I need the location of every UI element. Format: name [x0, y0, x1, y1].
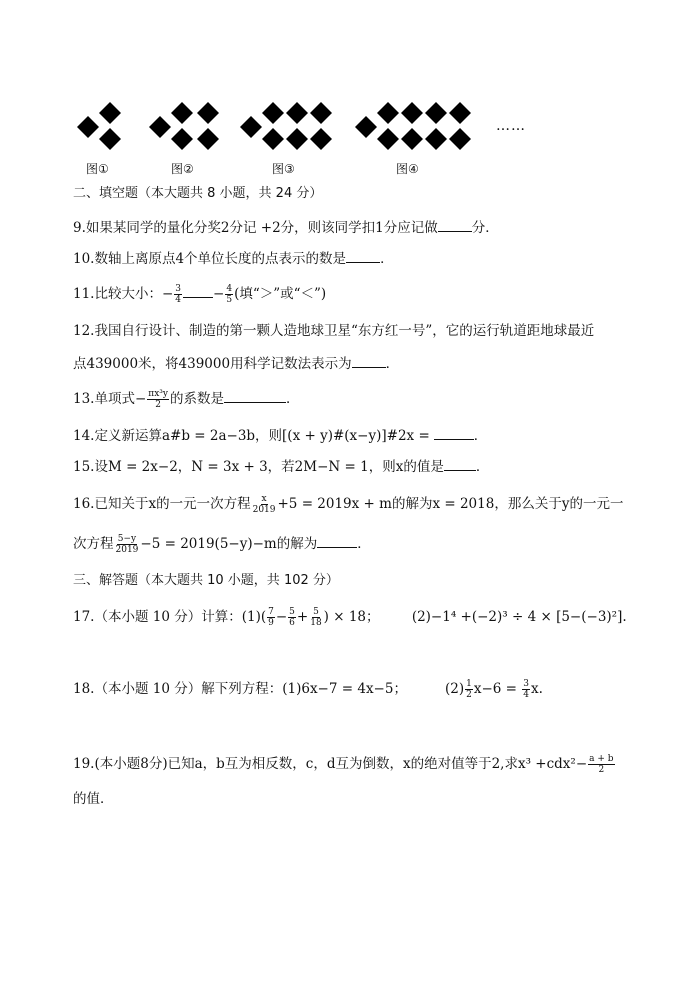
- figure-caption-2: 图②: [171, 162, 194, 176]
- question-13: 13.单项式− $\frac{\text{πx³y}}{2}$ 的系数是 ．: [73, 389, 300, 410]
- question-12-line-2: 点439000米，将439000用科学记数法表示为 ．: [73, 353, 399, 374]
- question-10: 10.数轴上离原点4个单位长度的点表示的数是 ．: [73, 248, 394, 269]
- question-16-line-2: 次方程 $\frac{5-y}{2019}$ −5 = 2019(5−y)−m的解为 ．: [73, 534, 371, 555]
- ellipsis: ……: [496, 118, 526, 134]
- question-17: 17.（本小题 10 分）计算：(1)( $\frac{7}{9}$ − $\frac{5}{6}$ + $\frac{5}{18}$ ) × 18； (2)−1⁴ +(−2)³ ÷ 4 × [5−(−3)²].: [73, 607, 627, 628]
- question-19-line-1: 19.(本小题8分)已知a，b互为相反数，c，d互为倒数，x的绝对值等于2,求x³ +cdx²− $\frac{a + b}{2}$: [73, 754, 614, 775]
- figure-caption-4: 图④: [396, 162, 419, 176]
- section-3-title: 三、解答题（本大题共 10 小题，共 102 分）: [73, 573, 339, 588]
- question-12-line-1: 12.我国自行设计、制造的第一颗人造地球卫星“东方红一号”，它的运行轨道距地球最近: [73, 323, 595, 339]
- question-14: 14.定义新运算a#b = 2a−3b，则[(x + y)#(x−y)]#2x = ．: [73, 425, 487, 446]
- question-9: 9.如果某同学的量化分奖2分记 +2分，则该同学扣1分应记做 分．: [73, 217, 499, 238]
- question-15: 15.设M = 2x−2，N = 3x + 3，若2M−N = 1，则x的值是 ．: [73, 456, 489, 477]
- question-11: 11.比较大小：− $\frac{3}{4}$ − $\frac{4}{5}$ (填“＞”或“＜”): [73, 284, 327, 305]
- question-18: 18.（本小题 10 分）解下列方程：(1)6x−7 = 4x−5； (2) $\frac{1}{2}$ x−6 = $\frac{3}{4}$ x.: [73, 679, 543, 700]
- figure-caption-1: 图①: [86, 162, 109, 176]
- figure-caption-3: 图③: [272, 162, 295, 176]
- section-2-title: 二、填空题（本大题共 8 小题，共 24 分）: [73, 186, 323, 201]
- question-16-line-1: 16.已知关于x的一元一次方程 $\frac{x}{2019}$ +5 = 2019x + m的解为x = 2018，那么关于y的一元一: [73, 494, 624, 515]
- question-19-line-2: 的值．: [73, 791, 114, 807]
